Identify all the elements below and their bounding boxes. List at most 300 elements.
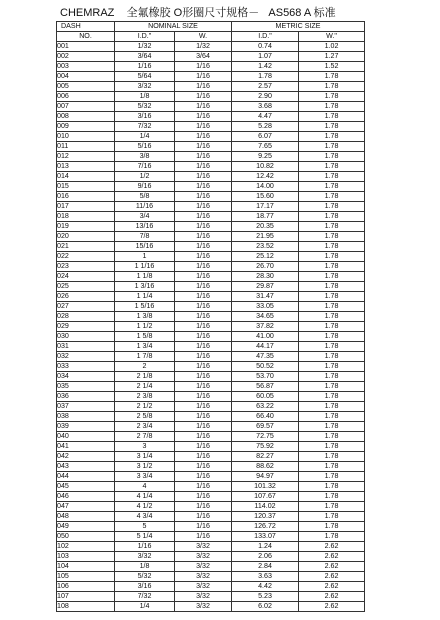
nominal-id-cell: 5/8 <box>115 192 175 202</box>
nominal-w-cell: 1/16 <box>175 132 232 142</box>
table-row <box>57 352 365 362</box>
nominal-id-cell: 3/16 <box>115 112 175 122</box>
nominal-id-cell: 1/4 <box>115 602 175 612</box>
metric-w-cell: 1.78 <box>299 382 365 392</box>
metric-w-cell: 1.78 <box>299 72 365 82</box>
metric-w-cell: 1.78 <box>299 202 365 212</box>
dash-no-cell: 041 <box>57 442 115 452</box>
metric-w-cell: 1.78 <box>299 212 365 222</box>
table-row <box>57 402 365 412</box>
metric-w-cell: 1.78 <box>299 422 365 432</box>
nominal-w-cell: 1/16 <box>175 452 232 462</box>
nominal-w-cell: 1/16 <box>175 332 232 342</box>
metric-id-cell: 18.77 <box>232 212 299 222</box>
nominal-id-cell: 2 1/4 <box>115 382 175 392</box>
nominal-w-cell: 1/16 <box>175 412 232 422</box>
metric-id-cell: 133.07 <box>232 532 299 542</box>
nominal-id-cell: 1 3/4 <box>115 342 175 352</box>
table-row <box>57 442 365 452</box>
nominal-w-cell: 1/16 <box>175 62 232 72</box>
dash-no-cell: 045 <box>57 482 115 492</box>
nominal-w-cell: 1/16 <box>175 242 232 252</box>
metric-w-cell: 2.62 <box>299 602 365 612</box>
nominal-id-cell: 1/4 <box>115 132 175 142</box>
table-row <box>57 52 365 62</box>
dash-no-cell: 038 <box>57 412 115 422</box>
nominal-w-cell: 1/16 <box>175 342 232 352</box>
metric-w-cell: 1.78 <box>299 432 365 442</box>
table-row <box>57 202 365 212</box>
nominal-id-cell: 2 3/8 <box>115 392 175 402</box>
metric-w-cell: 1.78 <box>299 482 365 492</box>
metric-w-cell: 1.78 <box>299 132 365 142</box>
dash-no-cell: 028 <box>57 312 115 322</box>
table-row <box>57 372 365 382</box>
metric-id-cell: 1.24 <box>232 542 299 552</box>
nominal-id-cell: 11/16 <box>115 202 175 212</box>
nominal-id-cell: 1 1/2 <box>115 322 175 332</box>
metric-id-cell: 44.17 <box>232 342 299 352</box>
dash-no-cell: 031 <box>57 342 115 352</box>
dash-no-cell: 026 <box>57 292 115 302</box>
dash-no-cell: 035 <box>57 382 115 392</box>
table-row <box>57 302 365 312</box>
table-row <box>57 272 365 282</box>
metric-id-cell: 2.57 <box>232 82 299 92</box>
table-row <box>57 492 365 502</box>
nominal-id-cell: 5/16 <box>115 142 175 152</box>
dash-no-cell: 004 <box>57 72 115 82</box>
metric-w-cell: 1.78 <box>299 122 365 132</box>
dash-no-cell: 036 <box>57 392 115 402</box>
dash-no-cell: 043 <box>57 462 115 472</box>
nominal-w-cell: 1/16 <box>175 162 232 172</box>
metric-id-cell: 101.32 <box>232 482 299 492</box>
metric-id-cell: 21.95 <box>232 232 299 242</box>
nominal-w-cell: 1/16 <box>175 122 232 132</box>
nominal-w-cell: 1/16 <box>175 312 232 322</box>
nominal-id-cell: 5/32 <box>115 572 175 582</box>
metric-w-cell: 1.78 <box>299 462 365 472</box>
metric-id-cell: 0.74 <box>232 42 299 52</box>
dash-no-cell: 103 <box>57 552 115 562</box>
nominal-id-header: I.D." <box>115 32 175 42</box>
nominal-id-cell: 3/32 <box>115 82 175 92</box>
nominal-id-cell: 4 <box>115 482 175 492</box>
metric-w-cell: 1.78 <box>299 82 365 92</box>
metric-w-header: W." <box>299 32 365 42</box>
nominal-id-cell: 1/2 <box>115 172 175 182</box>
dash-no-cell: 033 <box>57 362 115 372</box>
nominal-w-cell: 3/32 <box>175 602 232 612</box>
metric-w-cell: 2.62 <box>299 562 365 572</box>
dash-no-cell: 024 <box>57 272 115 282</box>
metric-id-cell: 1.42 <box>232 62 299 72</box>
metric-w-cell: 2.62 <box>299 582 365 592</box>
nominal-w-cell: 3/64 <box>175 52 232 62</box>
table-row <box>57 342 365 352</box>
nominal-w-cell: 1/16 <box>175 362 232 372</box>
metric-w-cell: 1.02 <box>299 42 365 52</box>
metric-id-cell: 15.60 <box>232 192 299 202</box>
dash-no-cell: 042 <box>57 452 115 462</box>
metric-id-cell: 72.75 <box>232 432 299 442</box>
table-row <box>57 72 365 82</box>
table-row <box>57 292 365 302</box>
nominal-w-cell: 3/32 <box>175 552 232 562</box>
nominal-w-cell: 1/32 <box>175 42 232 52</box>
table-row <box>57 262 365 272</box>
dash-no-cell: 049 <box>57 522 115 532</box>
metric-w-cell: 1.78 <box>299 262 365 272</box>
metric-w-cell: 1.78 <box>299 392 365 402</box>
metric-w-cell: 1.78 <box>299 342 365 352</box>
nominal-w-cell: 1/16 <box>175 222 232 232</box>
nominal-w-cell: 1/16 <box>175 82 232 92</box>
dash-no-cell: 018 <box>57 212 115 222</box>
metric-w-cell: 1.78 <box>299 362 365 372</box>
metric-w-cell: 1.78 <box>299 292 365 302</box>
dash-no-cell: 021 <box>57 242 115 252</box>
nominal-w-cell: 1/16 <box>175 192 232 202</box>
nominal-w-header: W. <box>175 32 232 42</box>
metric-id-cell: 9.25 <box>232 152 299 162</box>
nominal-w-cell: 1/16 <box>175 442 232 452</box>
metric-id-cell: 20.35 <box>232 222 299 232</box>
dash-no-cell: 001 <box>57 42 115 52</box>
dash-no-cell: 020 <box>57 232 115 242</box>
oring-size-table <box>56 21 365 612</box>
dash-no-cell: 009 <box>57 122 115 132</box>
metric-id-cell: 6.07 <box>232 132 299 142</box>
nominal-id-cell: 1 3/8 <box>115 312 175 322</box>
table-row <box>57 112 365 122</box>
metric-w-cell: 1.78 <box>299 322 365 332</box>
metric-id-cell: 4.47 <box>232 112 299 122</box>
metric-w-cell: 1.78 <box>299 492 365 502</box>
metric-id-cell: 2.84 <box>232 562 299 572</box>
dash-no-cell: 034 <box>57 372 115 382</box>
table-row <box>57 332 365 342</box>
header-row-top <box>57 22 365 32</box>
metric-id-cell: 75.92 <box>232 442 299 452</box>
nominal-id-cell: 2 7/8 <box>115 432 175 442</box>
dash-no-cell: 107 <box>57 592 115 602</box>
nominal-id-cell: 3 1/2 <box>115 462 175 472</box>
nominal-w-cell: 1/16 <box>175 462 232 472</box>
metric-id-cell: 107.67 <box>232 492 299 502</box>
table-row <box>57 552 365 562</box>
metric-id-cell: 66.40 <box>232 412 299 422</box>
table-row <box>57 82 365 92</box>
metric-id-header: I.D." <box>232 32 299 42</box>
metric-w-cell: 1.78 <box>299 252 365 262</box>
nominal-id-cell: 15/16 <box>115 242 175 252</box>
metric-w-cell: 1.78 <box>299 442 365 452</box>
dash-no-cell: 007 <box>57 102 115 112</box>
dash-no-cell: 029 <box>57 322 115 332</box>
table-row <box>57 452 365 462</box>
metric-id-cell: 10.82 <box>232 162 299 172</box>
nominal-id-cell: 3 3/4 <box>115 472 175 482</box>
table-row <box>57 42 365 52</box>
metric-id-cell: 12.42 <box>232 172 299 182</box>
metric-w-cell: 1.78 <box>299 402 365 412</box>
nominal-w-cell: 1/16 <box>175 182 232 192</box>
dash-no-cell: 046 <box>57 492 115 502</box>
table-row <box>57 252 365 262</box>
nominal-w-cell: 1/16 <box>175 422 232 432</box>
nominal-id-cell: 7/16 <box>115 162 175 172</box>
nominal-id-cell: 1 5/16 <box>115 302 175 312</box>
metric-w-cell: 1.78 <box>299 152 365 162</box>
table-row <box>57 392 365 402</box>
nominal-w-cell: 1/16 <box>175 402 232 412</box>
dash-no-cell: 002 <box>57 52 115 62</box>
nominal-id-cell: 5 <box>115 522 175 532</box>
table-row <box>57 322 365 332</box>
metric-id-cell: 50.52 <box>232 362 299 372</box>
metric-w-cell: 1.78 <box>299 302 365 312</box>
no-header: NO. <box>57 32 115 42</box>
metric-w-cell: 1.78 <box>299 232 365 242</box>
nominal-id-cell: 1/32 <box>115 42 175 52</box>
metric-size-header: METRIC SIZE <box>232 22 365 32</box>
nominal-w-cell: 1/16 <box>175 282 232 292</box>
table-row <box>57 462 365 472</box>
table-row <box>57 182 365 192</box>
metric-w-cell: 2.62 <box>299 542 365 552</box>
nominal-id-cell: 1 1/16 <box>115 262 175 272</box>
metric-id-cell: 33.05 <box>232 302 299 312</box>
metric-id-cell: 23.52 <box>232 242 299 252</box>
dash-no-cell: 006 <box>57 92 115 102</box>
nominal-w-cell: 1/16 <box>175 212 232 222</box>
metric-id-cell: 2.06 <box>232 552 299 562</box>
nominal-id-cell: 1 3/16 <box>115 282 175 292</box>
table-row <box>57 362 365 372</box>
table-row <box>57 132 365 142</box>
page-title-text: CHEMRAZ 全氟橡胶 O形圈尺寸规格－ AS568 A 标准 <box>60 7 336 19</box>
dash-no-cell: 044 <box>57 472 115 482</box>
metric-w-cell: 1.78 <box>299 332 365 342</box>
nominal-id-cell: 2 1/8 <box>115 372 175 382</box>
metric-id-cell: 31.47 <box>232 292 299 302</box>
metric-w-cell: 1.78 <box>299 182 365 192</box>
nominal-id-cell: 7/32 <box>115 122 175 132</box>
nominal-id-cell: 1/8 <box>115 562 175 572</box>
nominal-w-cell: 1/16 <box>175 352 232 362</box>
table-row <box>57 142 365 152</box>
metric-w-cell: 1.78 <box>299 272 365 282</box>
metric-id-cell: 63.22 <box>232 402 299 412</box>
table-row <box>57 62 365 72</box>
table-row <box>57 102 365 112</box>
dash-no-cell: 104 <box>57 562 115 572</box>
metric-id-cell: 126.72 <box>232 522 299 532</box>
metric-w-cell: 2.62 <box>299 592 365 602</box>
table-row <box>57 172 365 182</box>
nominal-w-cell: 1/16 <box>175 272 232 282</box>
dash-no-cell: 032 <box>57 352 115 362</box>
nominal-id-cell: 3/32 <box>115 552 175 562</box>
table-row <box>57 312 365 322</box>
nominal-id-cell: 1/16 <box>115 542 175 552</box>
metric-id-cell: 114.02 <box>232 502 299 512</box>
metric-id-cell: 3.63 <box>232 572 299 582</box>
nominal-w-cell: 1/16 <box>175 302 232 312</box>
nominal-id-cell: 7/32 <box>115 592 175 602</box>
nominal-id-cell: 2 1/2 <box>115 402 175 412</box>
nominal-w-cell: 1/16 <box>175 382 232 392</box>
dash-no-cell: 027 <box>57 302 115 312</box>
dash-no-cell: 013 <box>57 162 115 172</box>
nominal-w-cell: 1/16 <box>175 112 232 122</box>
nominal-w-cell: 1/16 <box>175 292 232 302</box>
metric-w-cell: 1.78 <box>299 502 365 512</box>
metric-id-cell: 53.70 <box>232 372 299 382</box>
nominal-w-cell: 1/16 <box>175 432 232 442</box>
table-row <box>57 422 365 432</box>
dash-no-cell: 014 <box>57 172 115 182</box>
metric-w-cell: 1.78 <box>299 352 365 362</box>
metric-id-cell: 28.30 <box>232 272 299 282</box>
nominal-id-cell: 1 7/8 <box>115 352 175 362</box>
metric-id-cell: 56.87 <box>232 382 299 392</box>
nominal-id-cell: 4 1/4 <box>115 492 175 502</box>
table-row <box>57 602 365 612</box>
dash-no-cell: 017 <box>57 202 115 212</box>
metric-w-cell: 1.78 <box>299 172 365 182</box>
nominal-id-cell: 2 <box>115 362 175 372</box>
table-row <box>57 542 365 552</box>
nominal-w-cell: 3/32 <box>175 582 232 592</box>
metric-w-cell: 1.78 <box>299 522 365 532</box>
nominal-w-cell: 1/16 <box>175 392 232 402</box>
table-row <box>57 282 365 292</box>
metric-id-cell: 1.78 <box>232 72 299 82</box>
nominal-w-cell: 1/16 <box>175 492 232 502</box>
nominal-id-cell: 3/4 <box>115 212 175 222</box>
nominal-id-cell: 7/8 <box>115 232 175 242</box>
dash-no-cell: 040 <box>57 432 115 442</box>
nominal-id-cell: 3/64 <box>115 52 175 62</box>
dash-no-cell: 050 <box>57 532 115 542</box>
table-row <box>57 232 365 242</box>
nominal-id-cell: 2 5/8 <box>115 412 175 422</box>
nominal-id-cell: 3 1/4 <box>115 452 175 462</box>
metric-id-cell: 5.28 <box>232 122 299 132</box>
metric-id-cell: 37.82 <box>232 322 299 332</box>
table-row <box>57 502 365 512</box>
nominal-w-cell: 1/16 <box>175 172 232 182</box>
dash-no-cell: 015 <box>57 182 115 192</box>
metric-id-cell: 47.35 <box>232 352 299 362</box>
nominal-w-cell: 1/16 <box>175 72 232 82</box>
metric-id-cell: 4.42 <box>232 582 299 592</box>
metric-w-cell: 1.78 <box>299 102 365 112</box>
table-row <box>57 532 365 542</box>
table-row <box>57 572 365 582</box>
table-row <box>57 122 365 132</box>
metric-id-cell: 94.97 <box>232 472 299 482</box>
metric-id-cell: 2.90 <box>232 92 299 102</box>
table-row <box>57 432 365 442</box>
metric-id-cell: 34.65 <box>232 312 299 322</box>
metric-w-cell: 1.78 <box>299 192 365 202</box>
nominal-w-cell: 1/16 <box>175 232 232 242</box>
nominal-id-cell: 5/64 <box>115 72 175 82</box>
metric-w-cell: 1.78 <box>299 242 365 252</box>
metric-w-cell: 1.78 <box>299 532 365 542</box>
nominal-id-cell: 1/8 <box>115 92 175 102</box>
dash-no-cell: 037 <box>57 402 115 412</box>
metric-w-cell: 1.78 <box>299 162 365 172</box>
metric-w-cell: 1.78 <box>299 412 365 422</box>
metric-w-cell: 1.78 <box>299 512 365 522</box>
nominal-w-cell: 3/32 <box>175 592 232 602</box>
metric-w-cell: 1.78 <box>299 222 365 232</box>
table-row <box>57 512 365 522</box>
nominal-id-cell: 1 <box>115 252 175 262</box>
nominal-id-cell: 13/16 <box>115 222 175 232</box>
nominal-w-cell: 1/16 <box>175 322 232 332</box>
dash-no-cell: 019 <box>57 222 115 232</box>
dash-no-cell: 005 <box>57 82 115 92</box>
nominal-w-cell: 3/32 <box>175 542 232 552</box>
metric-w-cell: 2.62 <box>299 552 365 562</box>
table-row <box>57 192 365 202</box>
nominal-w-cell: 3/32 <box>175 562 232 572</box>
dash-no-cell: 108 <box>57 602 115 612</box>
nominal-id-cell: 4 1/2 <box>115 502 175 512</box>
nominal-id-cell: 5 1/4 <box>115 532 175 542</box>
table-row <box>57 412 365 422</box>
nominal-w-cell: 1/16 <box>175 532 232 542</box>
table-row <box>57 212 365 222</box>
nominal-w-cell: 1/16 <box>175 252 232 262</box>
nominal-id-cell: 3/8 <box>115 152 175 162</box>
metric-id-cell: 120.37 <box>232 512 299 522</box>
nominal-w-cell: 1/16 <box>175 512 232 522</box>
metric-id-cell: 14.00 <box>232 182 299 192</box>
dash-no-cell: 008 <box>57 112 115 122</box>
table-row <box>57 592 365 602</box>
nominal-id-cell: 2 3/4 <box>115 422 175 432</box>
dash-no-cell: 047 <box>57 502 115 512</box>
dash-no-cell: 106 <box>57 582 115 592</box>
metric-w-cell: 1.78 <box>299 282 365 292</box>
table-row <box>57 562 365 572</box>
table-row <box>57 242 365 252</box>
dash-no-cell: 030 <box>57 332 115 342</box>
metric-id-cell: 6.02 <box>232 602 299 612</box>
dash-header: DASH <box>57 22 115 32</box>
metric-id-cell: 1.07 <box>232 52 299 62</box>
dash-no-cell: 011 <box>57 142 115 152</box>
nominal-id-cell: 4 3/4 <box>115 512 175 522</box>
metric-id-cell: 82.27 <box>232 452 299 462</box>
dash-no-cell: 039 <box>57 422 115 432</box>
dash-no-cell: 012 <box>57 152 115 162</box>
dash-no-cell: 023 <box>57 262 115 272</box>
nominal-w-cell: 3/32 <box>175 572 232 582</box>
nominal-id-cell: 1/16 <box>115 62 175 72</box>
nominal-w-cell: 1/16 <box>175 202 232 212</box>
metric-w-cell: 1.78 <box>299 472 365 482</box>
dash-no-cell: 010 <box>57 132 115 142</box>
nominal-id-cell: 1 1/4 <box>115 292 175 302</box>
